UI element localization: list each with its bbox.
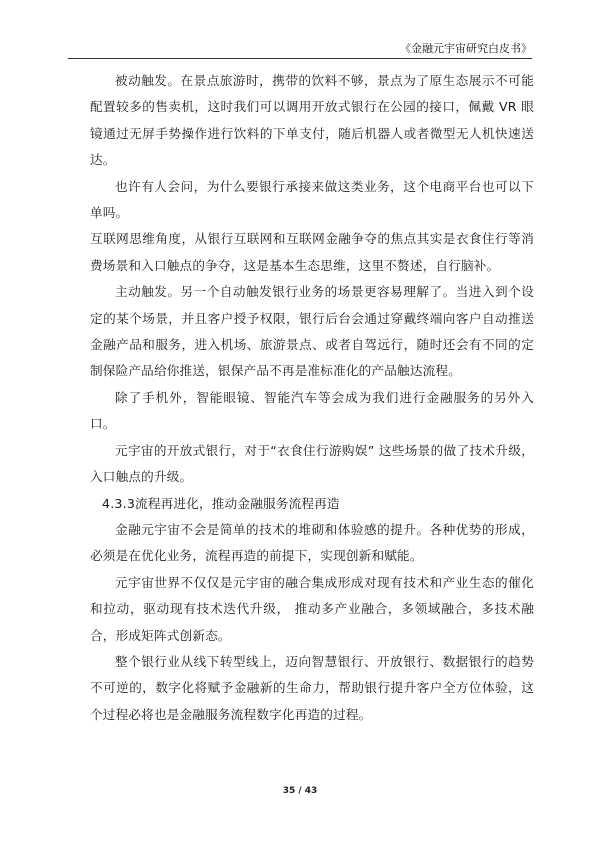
paragraph-metaverse-integration: 元宇宙世界不仅仅是元宇宙的融合集成形成对现有技术和产业生态的催化和拉动，驱动现有技术迭代升级， 推动多产业融合，多领域融合，多技术融合，形成矩阵式创新态。: [90, 574, 534, 643]
paragraph-process-reengineering: 金融元宇宙不会是简单的技术的堆砌和体验感的提升。各种优势的形成，必须是在优化业务，流程再造的前提下，实现创新和赋能。: [90, 521, 534, 564]
paragraph-other-entrances: 除了手机外，智能眼镜、智能汽车等会成为我们进行金融服务的另外入口。: [90, 389, 534, 432]
section-heading-4-3-3: 4.3.3流程再进化，推动金融服务流程再造: [102, 495, 340, 511]
page-number: 35 / 43: [282, 786, 318, 796]
paragraph-passive-trigger: 被动触发。在景点旅游时，携带的饮料不够，景点为了原生态展示不可能配置较多的售卖机，这时我们可以调用开放式银行在公园的接口，佩戴 VR 眼镜通过无屏手势操作进行饮料的下单支付，随后机器人或者微型无人机快速送达。: [90, 73, 534, 168]
paragraph-open-bank-upgrade: 元宇宙的开放式银行，对于“衣食住行游购娱” 这些场景的做了技术升级，入口触点的升级。: [90, 442, 534, 485]
paragraph-active-trigger: 主动触发。另一个自动触发银行业务的场景更容易理解了。当进入到个设定的某个场景，并且客户授予权限，银行后台会通过穿戴终端向客户自动推送金融产品和服务，进入机场、旅游景点、或者自驾远行，随时还会有不同的定制保险产品给你推送，银保产品不再是准标准化的产品触达流程。: [90, 284, 534, 379]
paragraph-question: 也许有人会问，为什么要银行承接来做这类业务，这个电商平台也可以下单吗。: [90, 178, 534, 221]
header-divider: [68, 58, 532, 59]
paragraph-internet-thinking: 互联网思维角度，从银行互联网和互联网金融争夺的焦点其实是衣食住行等消费场景和入口触点的争夺，这是基本生态思维，这里不赘述，自行脑补。: [90, 231, 534, 273]
document-header-title: 《金融元宇宙研究白皮书》: [400, 42, 532, 55]
document-body: [90, 68, 534, 728]
paragraph-banking-transformation: 整个银行业从线下转型线上，迈向智慧银行、开放银行、数据银行的趋势不可逆的，数字化将赋予金融新的生命力，帮助银行提升客户全方位体验，这个过程必将也是金融服务流程数字化再造的过程。: [90, 653, 534, 722]
